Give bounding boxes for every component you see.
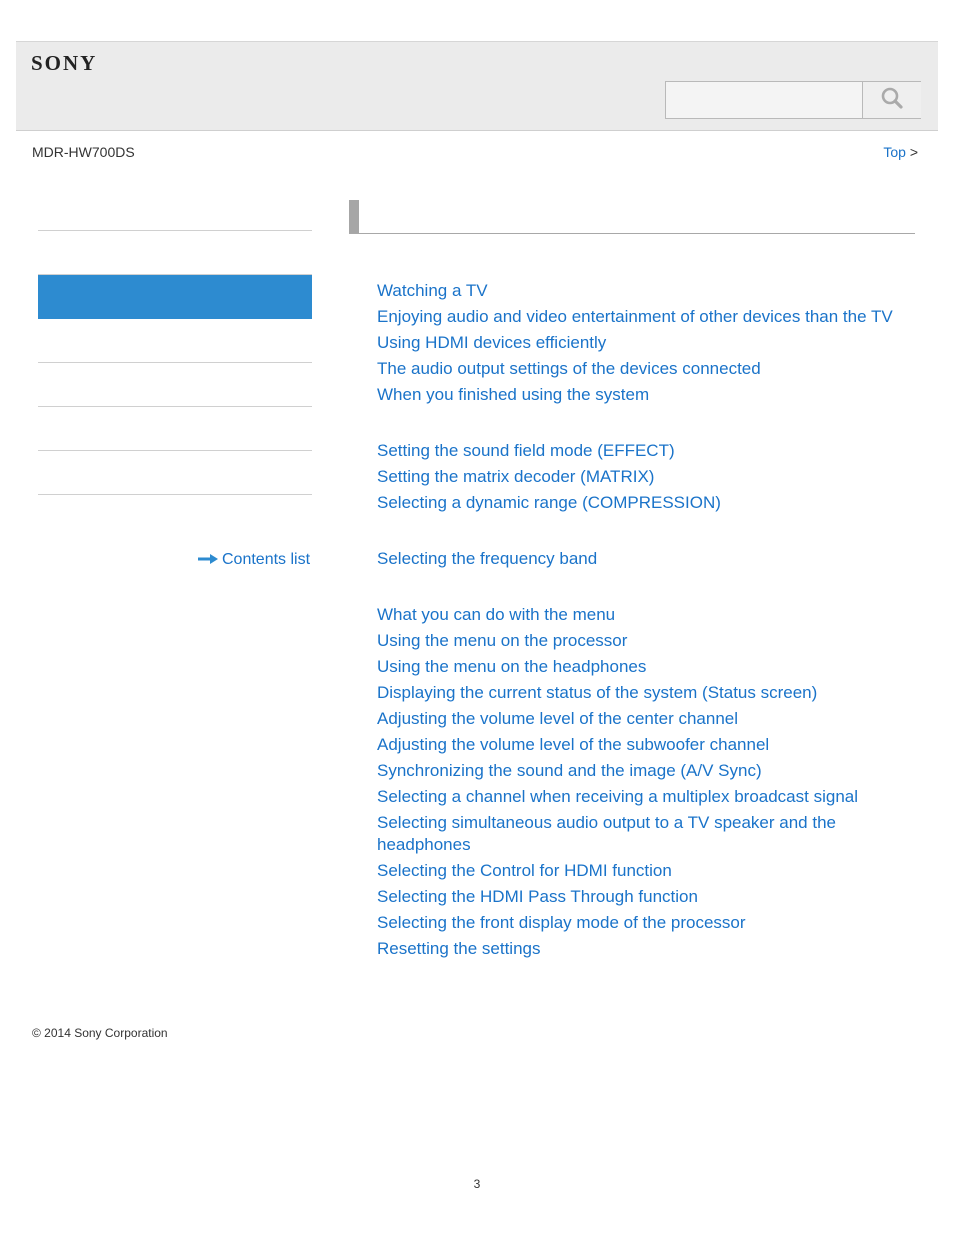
topic-link[interactable]: Setting the matrix decoder (MATRIX)	[377, 467, 655, 486]
sidebar-item-1[interactable]	[38, 187, 312, 231]
topic-link[interactable]: Synchronizing the sound and the image (A/V Sync)	[377, 761, 762, 780]
sidebar-item-3[interactable]	[38, 275, 312, 319]
copyright: © 2014 Sony Corporation	[32, 1026, 168, 1040]
sidebar-item-2[interactable]	[38, 231, 312, 275]
topic-link[interactable]: Selecting simultaneous audio output to a TV speaker and the headphones	[377, 813, 836, 854]
sidebar-item-5[interactable]	[38, 363, 312, 407]
contents-list-link[interactable]	[198, 551, 310, 569]
sidebar-item-4[interactable]	[38, 319, 312, 363]
topic-link[interactable]: Using the menu on the processor	[377, 631, 628, 650]
topic-link[interactable]: Adjusting the volume level of the center channel	[377, 709, 739, 728]
topic-group	[377, 604, 917, 960]
topic-group	[377, 280, 917, 406]
topic-link[interactable]: Setting the sound field mode (EFFECT)	[377, 441, 675, 460]
topic-link[interactable]: Using the menu on the headphones	[377, 657, 647, 676]
topic-link[interactable]: When you finished using the system	[377, 385, 650, 404]
topic-link[interactable]: Selecting the Control for HDMI function	[377, 861, 672, 880]
topic-link[interactable]: What you can do with the menu	[377, 605, 616, 624]
model-name: MDR-HW700DS	[32, 144, 135, 160]
topic-link[interactable]: The audio output settings of the devices connected	[377, 359, 761, 378]
topic-link[interactable]: Selecting a dynamic range (COMPRESSION)	[377, 493, 721, 512]
topic-link[interactable]: Selecting the HDMI Pass Through function	[377, 887, 698, 906]
topic-link-groups	[377, 280, 917, 994]
page-header	[16, 41, 938, 131]
topic-link[interactable]: Selecting a channel when receiving a multiplex broadcast signal	[377, 787, 859, 806]
topic-link[interactable]: Selecting the front display mode of the processor	[377, 913, 746, 932]
topic-link[interactable]: Watching a TV	[377, 281, 488, 300]
topic-link[interactable]: Using HDMI devices efficiently	[377, 333, 607, 352]
sony-logo[interactable]: SONY	[31, 51, 98, 75]
topic-group	[377, 440, 917, 514]
search-input[interactable]	[666, 82, 862, 118]
topic-group	[377, 548, 917, 570]
topic-link[interactable]: Resetting the settings	[377, 939, 541, 958]
breadcrumb-separator: >	[909, 144, 918, 160]
title-marker	[349, 200, 359, 233]
topic-link[interactable]: Displaying the current status of the system (Status screen)	[377, 683, 818, 702]
sidebar-item-7[interactable]	[38, 451, 312, 495]
page-title-bar	[349, 200, 915, 234]
sidebar-item-6[interactable]	[38, 407, 312, 451]
sidebar	[38, 187, 312, 495]
page-number: 3	[473, 1177, 481, 1191]
magnifier-icon	[880, 86, 904, 115]
topic-link[interactable]: Enjoying audio and video entertainment of other devices than the TV	[377, 307, 893, 326]
search-box	[665, 81, 921, 119]
breadcrumb	[883, 144, 918, 160]
main-content	[349, 200, 915, 958]
search-button[interactable]	[862, 82, 921, 118]
topic-link[interactable]: Selecting the frequency band	[377, 549, 598, 568]
arrow-right-icon	[198, 551, 218, 569]
topic-link[interactable]: Adjusting the volume level of the subwoofer channel	[377, 735, 770, 754]
breadcrumb-top-link[interactable]: Top	[883, 144, 906, 160]
contents-list-label: Contents list	[222, 551, 311, 568]
